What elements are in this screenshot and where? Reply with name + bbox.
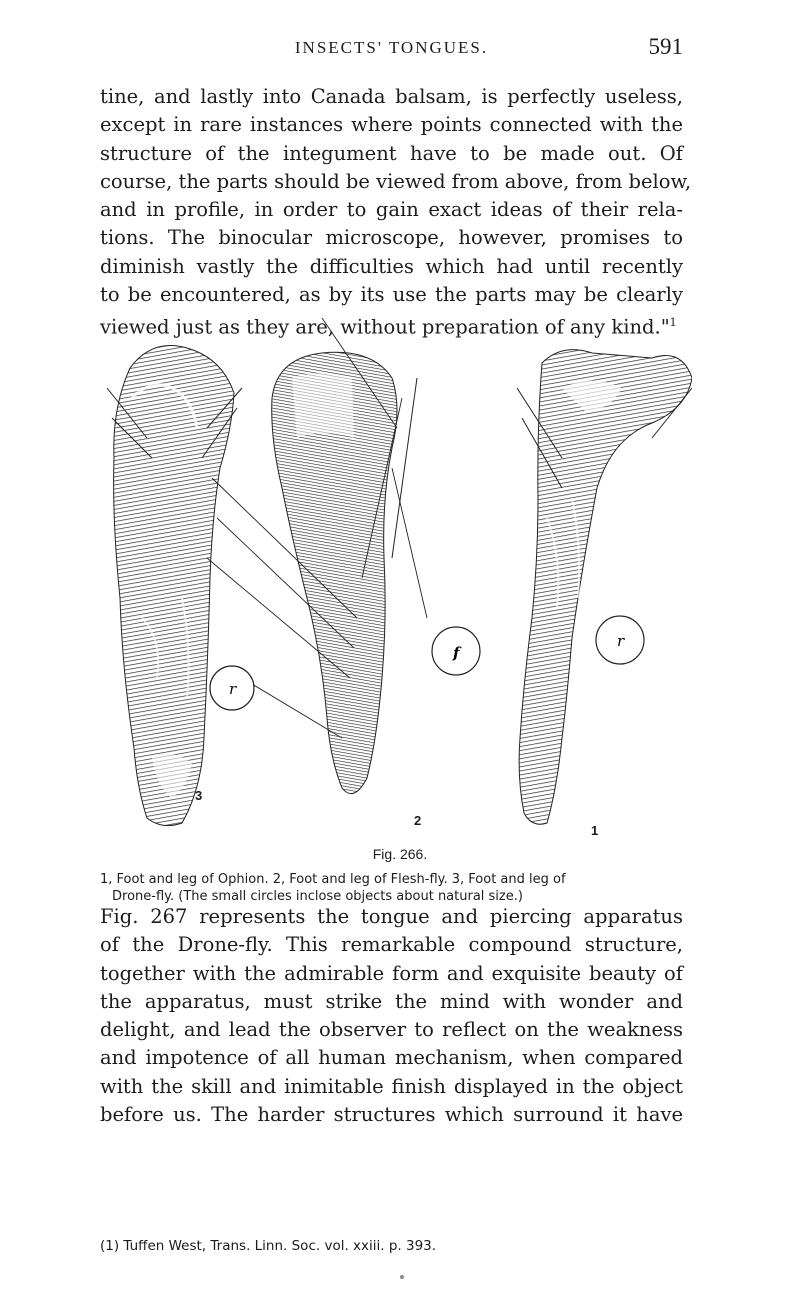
- leg-drone-fly: [107, 346, 242, 826]
- natural-size-circles: [210, 616, 644, 710]
- panel-label-3: 3: [195, 788, 203, 803]
- paragraph-line: and in profile, in order to gain exact ideas of their rela-: [100, 198, 683, 222]
- panel-label-2: 2: [414, 813, 422, 828]
- figure-illustration: [92, 315, 692, 848]
- circle-label: r: [229, 680, 237, 698]
- caption-line-2: Drone-fly. (The small circles inclose objects about natural size.): [112, 889, 523, 904]
- figure-266: [92, 315, 692, 848]
- caption-line-1: 1, Foot and leg of Ophion. 2, Foot and leg of Flesh-fly. 3, Foot and leg of: [100, 872, 566, 887]
- running-head: [100, 34, 683, 64]
- paragraph-line: structure of the integument have to be made out. Of: [100, 141, 683, 165]
- paragraph-line-text: viewed just as they are, without preparation of any kind.": [100, 315, 670, 339]
- paragraph-line: before us. The harder structures which surround it have: [100, 1103, 683, 1127]
- paragraph-line: to be encountered, as by its use the parts may be clearly: [100, 283, 683, 307]
- panel-label-1: 1: [591, 823, 599, 838]
- paragraph-line: together with the admirable form and exquisite beauty of: [100, 961, 683, 985]
- paragraph-line: tine, and lastly into Canada balsam, is perfectly useless,: [100, 85, 683, 108]
- paragraph-line: and impotence of all human mechanism, when compared: [100, 1046, 683, 1070]
- running-title: INSECTS' TONGUES.: [294, 38, 489, 57]
- paragraph-line: Fig. 267 represents the tongue and piercing apparatus: [100, 905, 683, 928]
- paragraph-line: course, the parts should be viewed from above, from below,: [100, 169, 692, 193]
- figure-caption: [100, 871, 690, 905]
- paragraph-line: delight, and lead the observer to reflect on the weakness: [100, 1018, 683, 1042]
- paragraph-line: of the Drone-fly. This remarkable compound structure,: [100, 933, 683, 957]
- leg-flesh-fly: [207, 318, 427, 794]
- paragraph-line: except in rare instances where points connected with the: [100, 113, 683, 137]
- paragraph-2: [100, 903, 683, 1129]
- circle-label: r: [617, 632, 625, 650]
- footnote-marker: 1: [669, 316, 677, 330]
- circle-label: f: [453, 644, 460, 662]
- page-number: 591: [648, 34, 683, 59]
- paragraph-line: the apparatus, must strike the mind with wonder and: [100, 989, 683, 1013]
- paragraph-line: with the skill and inimitable finish displayed in the object: [100, 1074, 683, 1098]
- paragraph-line: diminish vastly the difficulties which had until recently: [100, 254, 683, 278]
- leg-ophion: [517, 350, 692, 825]
- paragraph-1: [100, 83, 692, 342]
- figure-title: Fig. 266.: [372, 846, 428, 862]
- footnote: (1) Tuffen West, Trans. Linn. Soc. vol. xxiii. p. 393.: [100, 1238, 437, 1254]
- paper-speck: [400, 1275, 404, 1279]
- paragraph-line: tions. The binocular microscope, however, promises to: [100, 226, 683, 250]
